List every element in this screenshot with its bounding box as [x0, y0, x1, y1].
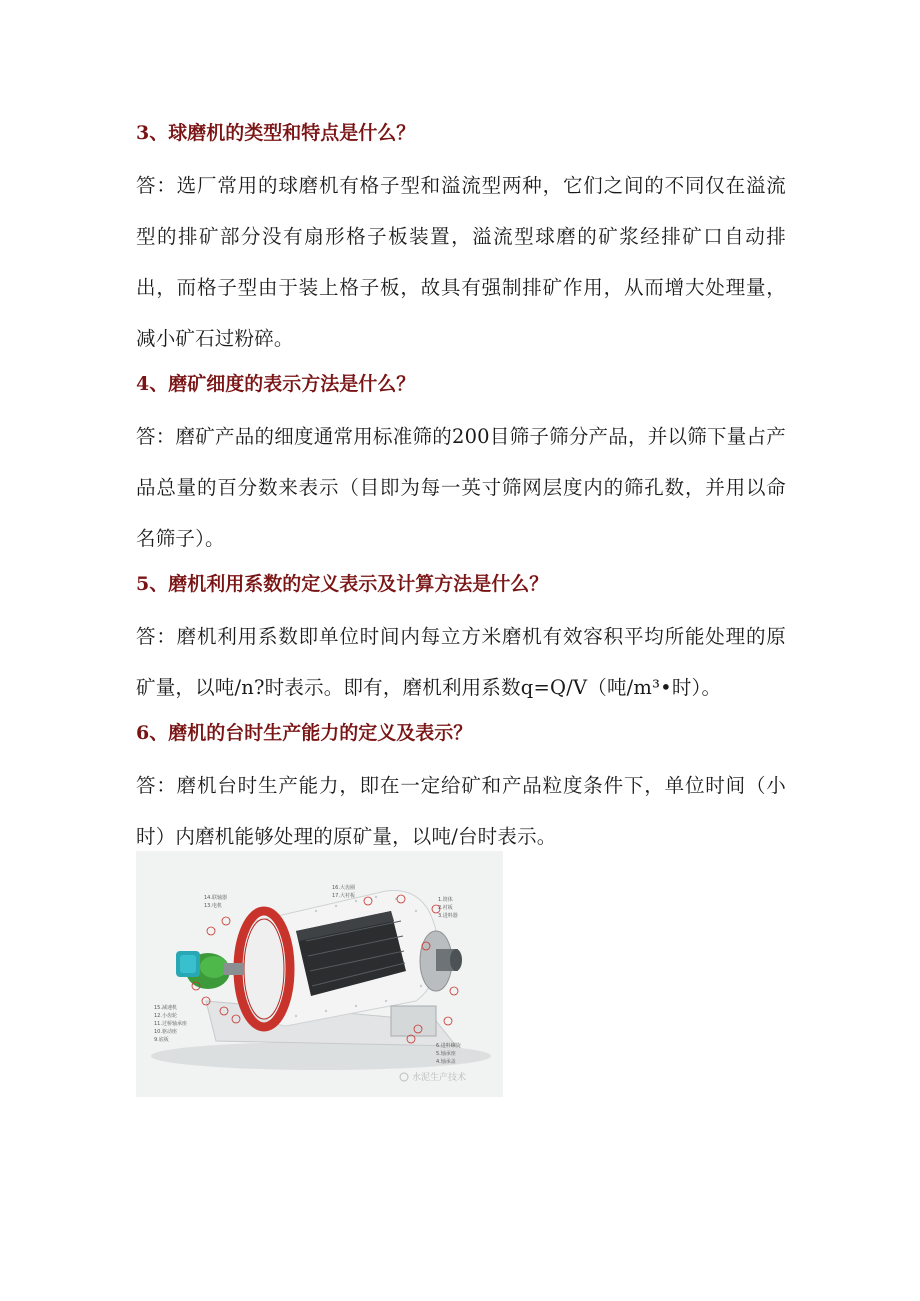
section-answer: 答：磨机台时生产能力，即在一定给矿和产品粒度条件下，单位时间（小时）内磨机能够处理的原矿量，以吨/台时表示。: [136, 774, 786, 848]
section-heading: 4、磨矿细度的表示方法是什么？: [136, 373, 416, 395]
figure-label: 17.大衬板: [332, 893, 355, 899]
watermark: [400, 1071, 466, 1083]
figure-label: 1.筒体: [438, 897, 453, 903]
figure-label: 15.减速机: [154, 1005, 177, 1011]
section-heading: 5、磨机利用系数的定义表示及计算方法是什么？: [136, 573, 549, 595]
section-3: [136, 118, 786, 364]
figure-labels-top-mid: [332, 884, 355, 899]
figure-labels-top-left: [204, 894, 227, 909]
figure-label: 14.联轴器: [204, 895, 227, 901]
gear-ring: [238, 911, 290, 1027]
section-answer: 答：选厂常用的球磨机有格子型和溢流型两种，它们之间的不同仅在溢流型的排矿部分没有扇形格子板装置，溢流型球磨的矿浆经排矿口自动排出，而格子型由于装上格子板，故具有强制排矿作用，从而增大处理量，减小矿石过粉碎。: [136, 174, 786, 350]
section-heading: 3、球磨机的类型和特点是什么？: [136, 122, 416, 144]
figure-label: 6.进料螺旋: [436, 1043, 461, 1049]
figure-label: 11.过桥轴承座: [154, 1021, 187, 1027]
section-heading: 6、磨机的台时生产能力的定义及表示？: [136, 722, 473, 744]
section-6: [136, 718, 786, 862]
section-answer: 答：磨机利用系数即单位时间内每立方米磨机有效容积平均所能处理的原矿量，以吨/n?时表示。即有，磨机利用系数q=Q/V（吨/m³•时）。: [136, 625, 786, 699]
figure-label: 4.轴承盖: [436, 1059, 456, 1065]
figure-label: 10.驱动座: [154, 1029, 177, 1035]
figure-label: 9.底板: [154, 1037, 169, 1043]
drive-motor: [176, 951, 244, 989]
figure-label: 3.进料器: [438, 913, 458, 919]
section-4: [136, 369, 786, 564]
watermark-text: 水泥生产技术: [412, 1073, 467, 1083]
figure-label: 16.大齿圈: [332, 885, 355, 891]
figure-label: 2.衬板: [438, 905, 453, 911]
section-answer: 答：磨矿产品的细度通常用标准筛的200目筛子筛分产品，并以筛下量占产品总量的百分数来表示（目即为每一英寸筛网层度内的筛孔数，并用以命名筛子）。: [136, 425, 786, 550]
figure-labels-left: [154, 1004, 187, 1043]
wechat-icon: [400, 1073, 408, 1081]
document-content: [136, 118, 786, 867]
section-5: [136, 569, 786, 713]
figure-labels-top-right: [438, 896, 458, 919]
figure-label: 13.电机: [204, 903, 222, 909]
figure-label: 12.小齿轮: [154, 1013, 177, 1019]
ball-mill-figure: [136, 851, 503, 1097]
figure-label: 5.轴承座: [436, 1051, 456, 1057]
ball-mill-illustration: [136, 851, 503, 1097]
